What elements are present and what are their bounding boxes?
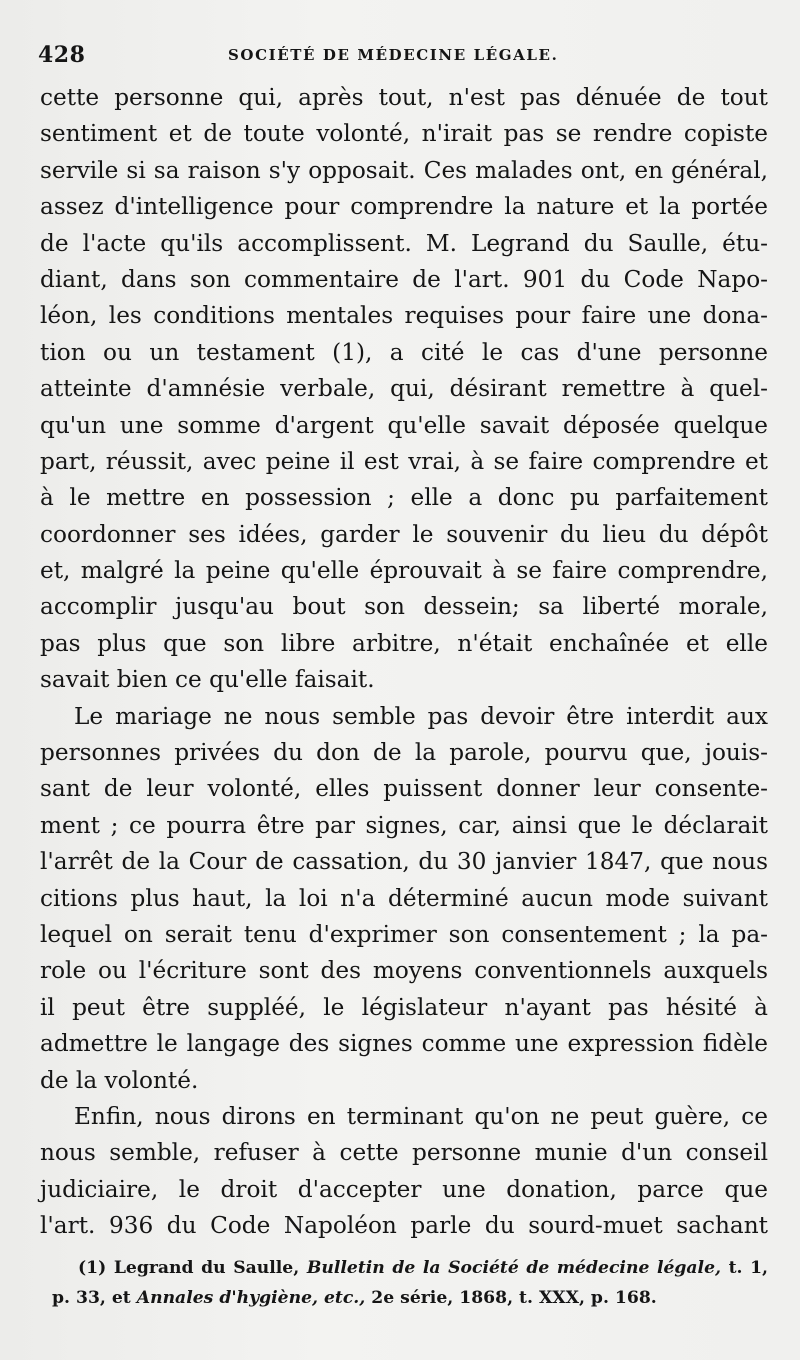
footnote-line-2 (52, 1283, 768, 1313)
text-line: assez d'intelligence pour comprendre la nature et la portée (40, 193, 768, 221)
text-line: de la volonté. (40, 1066, 199, 1094)
text-line: léon, les conditions mentales requises pour faire une dona- (40, 302, 768, 330)
body-text (40, 80, 768, 1245)
text-line: sentiment et de toute volonté, n'irait pas se rendre copiste (40, 120, 768, 148)
text-line: part, réussit, avec peine il est vrai, à se faire comprendre et (40, 447, 768, 475)
text-line: qu'un une somme d'argent qu'elle savait déposée quelque (40, 411, 768, 439)
page-number: 428 (38, 42, 86, 68)
text-line: diant, dans son commentaire de l'art. 901 du Code Napo- (40, 265, 768, 293)
text-line: tion ou un testament (1), a cité le cas d'une personne (40, 338, 768, 366)
footnote-marker: (1) (78, 1258, 107, 1278)
text-line: il peut être suppléé, le législateur n'ayant pas hésité à (40, 993, 768, 1021)
footnote-author: Legrand du Saulle, (113, 1258, 300, 1278)
text-line: personnes privées du don de la parole, pourvu que, jouis- (40, 739, 768, 767)
text-line: servile si sa raison s'y opposait. Ces malades ont, en général, (40, 156, 768, 184)
text-line: pas plus que son libre arbitre, n'était enchaînée et elle (40, 629, 768, 657)
text-line: l'art. 936 du Code Napoléon parle du sourd-muet sachant (40, 1212, 768, 1240)
footnote-journal: Bulletin de la Société de médecine légale, (306, 1258, 722, 1278)
text-line: admettre le langage des signes comme une expression fidèle (40, 1030, 768, 1058)
text-line: sant de leur volonté, elles puissent donner leur consente- (40, 775, 768, 803)
footnote-ref-1: t. 1, (728, 1258, 769, 1278)
page-header (38, 42, 768, 76)
text-line: et, malgré la peine qu'elle éprouvait à se faire comprendre, (40, 557, 768, 585)
text-line: cette personne qui, après tout, n'est pas dénuée de tout (40, 84, 768, 111)
paragraph-2 (40, 699, 768, 1099)
text-line: judiciaire, le droit d'accepter une donation, parce que (40, 1175, 768, 1203)
text-line: citions plus haut, la loi n'a déterminé aucun mode suivant (40, 884, 768, 912)
running-head: SOCIÉTÉ DE MÉDECINE LÉGALE. (228, 46, 559, 64)
text-line: à le mettre en possession ; elle a donc pu parfaitement (40, 484, 768, 512)
footnote (52, 1253, 768, 1313)
footnote-annales: Annales d'hygiène, etc., (136, 1288, 366, 1308)
text-line: role ou l'écriture sont des moyens conventionnels auxquels (40, 957, 768, 985)
text-line: nous semble, refuser à cette personne munie d'un conseil (40, 1139, 768, 1167)
text-line: Enfin, nous dirons en terminant qu'on ne peut guère, ce (74, 1102, 768, 1130)
text-line: Le mariage ne nous semble pas devoir être interdit aux (74, 702, 768, 730)
paragraph-1 (40, 80, 768, 699)
text-line: l'arrêt de la Cour de cassation, du 30 janvier 1847, que nous (40, 848, 768, 876)
text-line: de l'acte qu'ils accomplissent. M. Legrand du Saulle, étu- (40, 229, 768, 257)
text-line: coordonner ses idées, garder le souvenir du lieu du dépôt (40, 520, 768, 548)
paragraph-3 (40, 1099, 768, 1245)
text-line: savait bien ce qu'elle faisait. (40, 666, 375, 694)
footnote-ref-2: p. 33, et (52, 1288, 131, 1308)
text-line: accomplir jusqu'au bout son dessein; sa liberté morale, (40, 593, 768, 621)
text-line: atteinte d'amnésie verbale, qui, désirant remettre à quel- (40, 375, 768, 403)
footnote-ref-3: 2e série, 1868, t. XXX, p. 168. (371, 1288, 657, 1308)
text-line: lequel on serait tenu d'exprimer son consentement ; la pa- (40, 920, 768, 948)
text-line: ment ; ce pourra être par signes, car, ainsi que le déclarait (40, 811, 768, 839)
footnote-line-1 (52, 1253, 768, 1283)
